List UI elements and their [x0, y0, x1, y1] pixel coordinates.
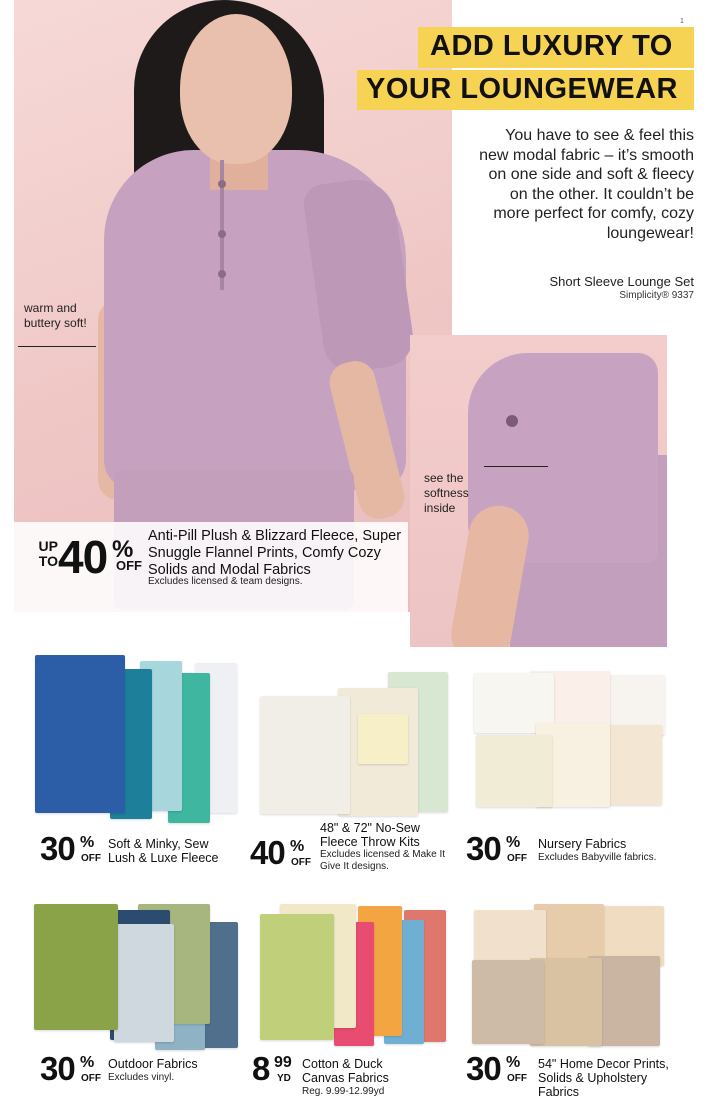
- product-tile-minky[interactable]: [30, 655, 245, 830]
- product-2-off: OFF: [291, 857, 311, 868]
- product-4-percent-sign: %: [80, 1054, 95, 1071]
- product-1-title: Soft & Minky, Sew Lush & Luxe Fleece: [108, 837, 219, 865]
- fabric-swatch: [260, 914, 334, 1040]
- fabric-swatch: [114, 924, 174, 1042]
- product-2-note: Excludes licensed & Make It Give It designs.: [320, 849, 446, 872]
- see-callout-text: see the softness inside: [424, 471, 469, 515]
- callout-line: [18, 346, 96, 347]
- product-3-percent: 30: [466, 830, 501, 867]
- fabric-swatch: [358, 714, 408, 764]
- product-2-percent-sign: %: [290, 838, 305, 855]
- product-6-percent: 30: [466, 1050, 501, 1087]
- product-5-price-cents: 99: [274, 1054, 292, 1071]
- product-3-off: OFF: [507, 853, 527, 864]
- promo-percent: 40: [58, 531, 108, 583]
- promo-up-to: UP TO: [38, 538, 58, 569]
- pattern-number: Simplicity® 9337: [619, 290, 694, 301]
- product-3-note: Excludes Babyville fabrics.: [538, 852, 657, 863]
- sleeve-tab-button: [506, 415, 518, 427]
- headline-line1: ADD LUXURY TO: [430, 30, 673, 62]
- fabric-swatch: [34, 904, 118, 1030]
- product-5-title: Cotton & Duck Canvas Fabrics: [302, 1057, 389, 1085]
- fabric-swatch: [472, 960, 544, 1044]
- product-6-off: OFF: [507, 1073, 527, 1084]
- product-6-percent-sign: %: [506, 1054, 521, 1071]
- promo-off: OFF: [116, 558, 142, 573]
- page-number: 1: [680, 18, 684, 25]
- shirt-button: [218, 180, 226, 188]
- headline-line2: YOUR LOUNGEWEAR: [366, 73, 678, 105]
- product-3-title: Nursery Fabrics: [538, 837, 627, 851]
- product-4-title: Outdoor Fabrics: [108, 1057, 198, 1071]
- product-tile-outdoor[interactable]: [30, 900, 245, 1050]
- fabric-swatch: [35, 655, 125, 813]
- product-tile-nursery[interactable]: [470, 665, 670, 810]
- product-1-percent: 30: [40, 830, 75, 867]
- product-5-unit: YD: [277, 1073, 291, 1084]
- warm-callout: [24, 301, 104, 331]
- product-3-percent-sign: %: [506, 834, 521, 851]
- product-1-percent-sign: %: [80, 834, 95, 851]
- intro-text: You have to see & feel this new modal fabric – it’s smooth on one side and soft & fleecy on the other. It couldn’t be more perfect for comfy, cozy loungewear!: [479, 127, 694, 242]
- model-face: [180, 14, 292, 164]
- product-4-off: OFF: [81, 1073, 101, 1084]
- fabric-swatch: [476, 735, 552, 807]
- product-tile-canvas[interactable]: [254, 900, 454, 1050]
- warm-callout-text: warm and buttery soft!: [24, 301, 87, 330]
- product-1-off: OFF: [81, 853, 101, 864]
- product-2-percent: 40: [250, 834, 285, 871]
- callout-line: [484, 466, 548, 467]
- product-tile-home-decor[interactable]: [470, 900, 670, 1050]
- shirt-button: [218, 230, 226, 238]
- pattern-name: Short Sleeve Lounge Set: [549, 274, 694, 289]
- product-5-price-dollars: 8: [252, 1050, 270, 1087]
- promo-percent-sign: %: [112, 536, 134, 563]
- product-4-note: Excludes vinyl.: [108, 1072, 175, 1083]
- product-6-title: 54" Home Decor Prints, Solids & Upholstery Fabrics: [538, 1057, 669, 1099]
- promo-note: Excludes licensed & team designs.: [148, 576, 303, 587]
- product-tile-throw-kits[interactable]: [258, 668, 458, 818]
- product-4-percent: 30: [40, 1050, 75, 1087]
- product-5-note: Reg. 9.99-12.99yd: [302, 1086, 385, 1097]
- fabric-swatch: [260, 696, 350, 814]
- shirt-button: [218, 270, 226, 278]
- product-2-title: 48" & 72" No-Sew Fleece Throw Kits: [320, 821, 420, 849]
- promo-title: Anti-Pill Plush & Blizzard Fleece, Super Snuggle Flannel Prints, Comfy Cozy Solids and Modal Fabrics: [148, 528, 402, 578]
- see-callout: [424, 471, 488, 516]
